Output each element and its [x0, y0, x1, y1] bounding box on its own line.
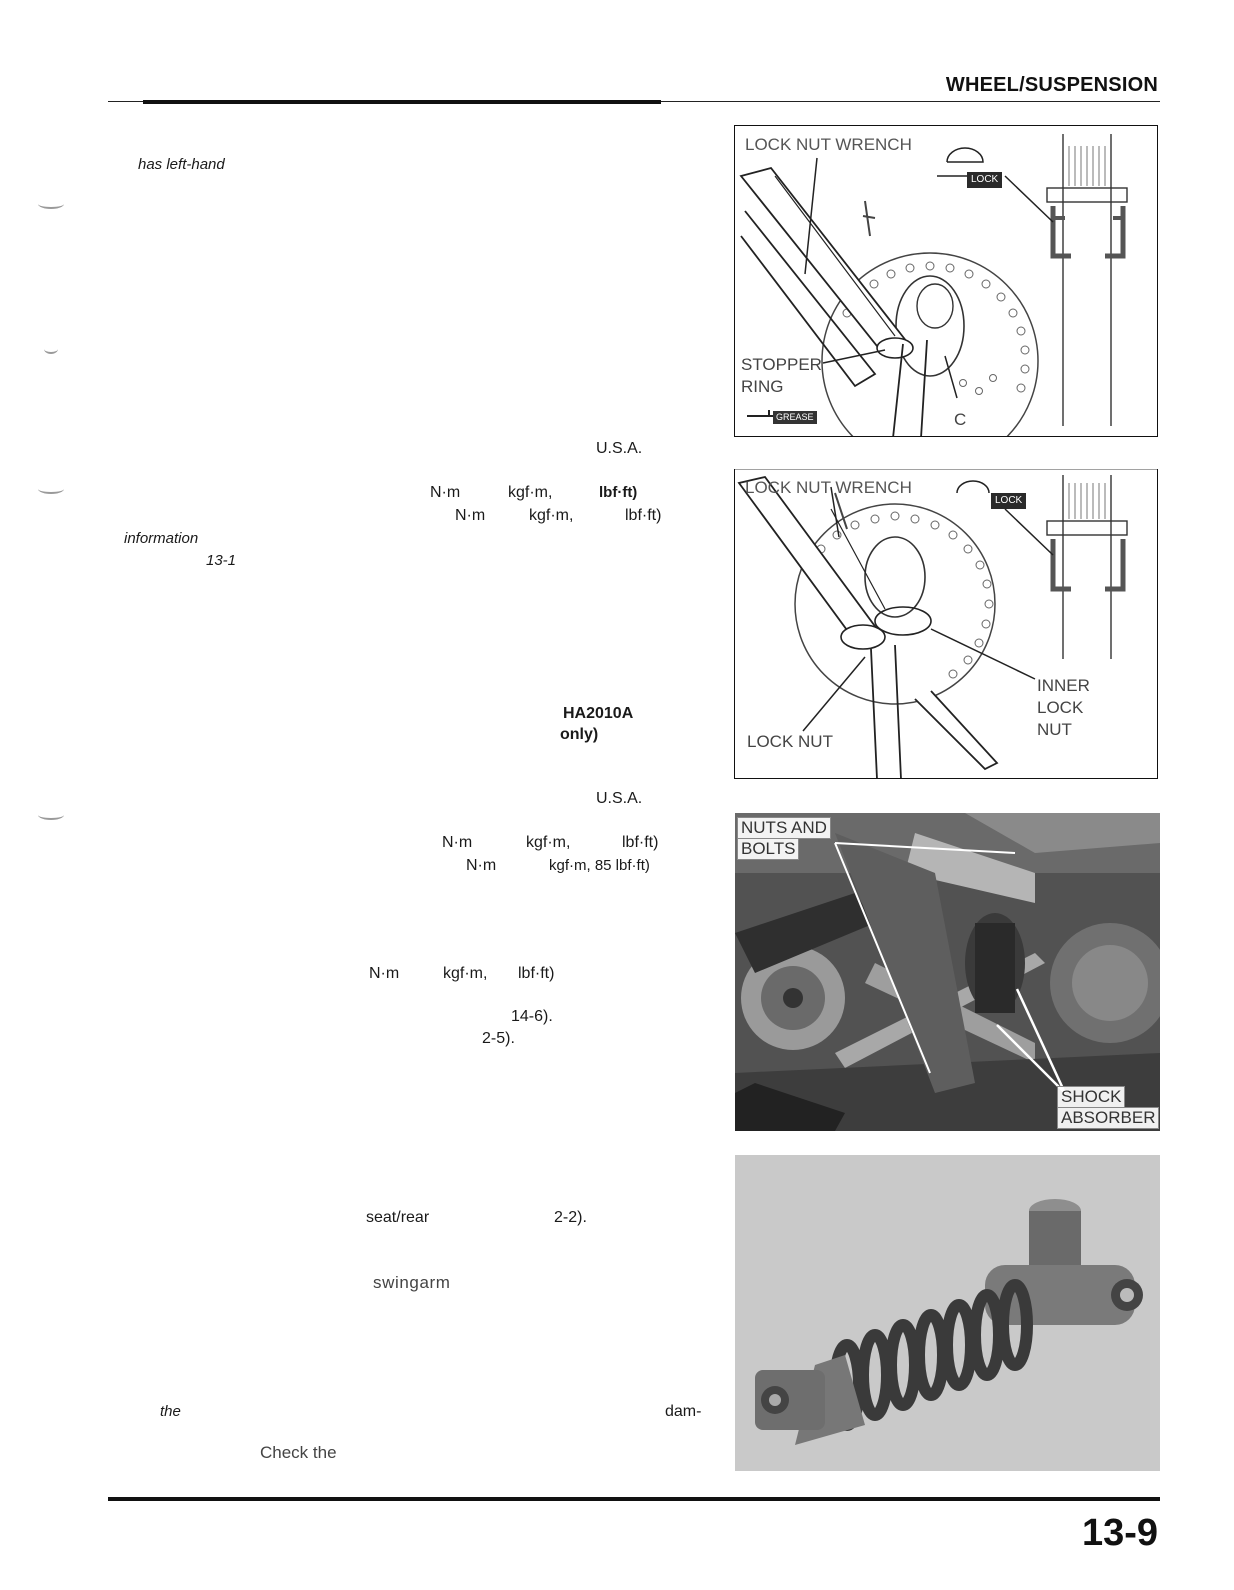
text-fragment: kgf·m, 85 lbf·ft): [549, 857, 650, 874]
text-fragment: lbf·ft): [599, 484, 638, 501]
inner-lock-nut-label: LOCK: [1037, 698, 1084, 717]
text-fragment: has left-hand: [138, 156, 225, 173]
text-fragment: only): [560, 726, 599, 743]
lock-nut-wrench-label: LOCK NUT WRENCH: [745, 478, 912, 497]
nuts-and-bolts-label: NUTS AND: [737, 817, 831, 839]
text-fragment: swingarm: [373, 1273, 451, 1292]
shock-absorber-photo: [735, 1155, 1160, 1471]
text-fragment: HA2010A: [563, 705, 634, 722]
nuts-and-bolts-label: BOLTS: [737, 838, 799, 860]
text-fragment: N·m: [442, 834, 473, 851]
page-number: 13-9: [1081, 1512, 1158, 1554]
text-fragment: 13-1: [206, 552, 237, 569]
text-fragment: N·m: [455, 507, 486, 524]
lock-nut-wrench-drawing: [735, 126, 1158, 437]
text-fragment: kgf·m,: [526, 834, 571, 851]
lock-label: LOCK: [991, 493, 1026, 509]
footer-rule: [108, 1497, 1160, 1501]
lock-nut-wrench-figure: [734, 125, 1158, 437]
text-fragment: kgf·m,: [529, 507, 574, 524]
text-fragment: 2-2).: [554, 1209, 587, 1226]
shock-absorber-label: ABSORBER: [1057, 1107, 1159, 1129]
inner-lock-nut-label: NUT: [1037, 720, 1072, 739]
lock-nut-wrench-label: LOCK NUT WRENCH: [745, 135, 912, 154]
text-fragment: kgf·m,: [508, 484, 553, 501]
text-fragment: U.S.A.: [596, 790, 643, 807]
binder-mark: [44, 344, 58, 354]
text-fragment: Check the: [260, 1443, 337, 1462]
binder-mark: [38, 810, 64, 820]
shock-absorber-label: SHOCK: [1057, 1086, 1125, 1108]
text-fragment: seat/rear: [366, 1209, 430, 1226]
header-rule-thick: [143, 100, 661, 104]
lock-nut-label: LOCK NUT: [747, 732, 833, 751]
text-fragment: 2-5).: [482, 1030, 515, 1047]
section-title: WHEEL/SUSPENSION: [945, 74, 1158, 96]
text-fragment: lbf·ft): [622, 834, 659, 851]
text-fragment: N·m: [466, 857, 497, 874]
shock-mount-photo-art: [735, 813, 1160, 1131]
callout-label: C: [954, 410, 967, 429]
binder-mark: [38, 484, 64, 494]
shock-absorber-photo-art: [735, 1155, 1160, 1471]
text-fragment: lbf·ft): [625, 507, 662, 524]
text-fragment: N·m: [369, 965, 400, 982]
text-fragment: 14-6).: [511, 1008, 553, 1025]
inner-lock-nut-label: INNER: [1037, 676, 1090, 695]
text-fragment: N·m: [430, 484, 461, 501]
text-fragment: dam-: [665, 1403, 702, 1420]
text-fragment: U.S.A.: [596, 440, 643, 457]
inner-lock-nut-figure: [734, 469, 1158, 779]
text-fragment: information: [124, 530, 199, 547]
stopper-ring-label: RING: [741, 377, 784, 396]
text-fragment: lbf·ft): [518, 965, 555, 982]
shock-mount-photo: [735, 813, 1160, 1131]
text-fragment: kgf·m,: [443, 965, 488, 982]
lock-label: LOCK: [967, 172, 1002, 188]
stopper-ring-label: STOPPER: [741, 355, 822, 374]
grease-label: GREASE: [773, 411, 817, 424]
binder-mark: [38, 199, 64, 209]
text-fragment: the: [160, 1403, 181, 1420]
